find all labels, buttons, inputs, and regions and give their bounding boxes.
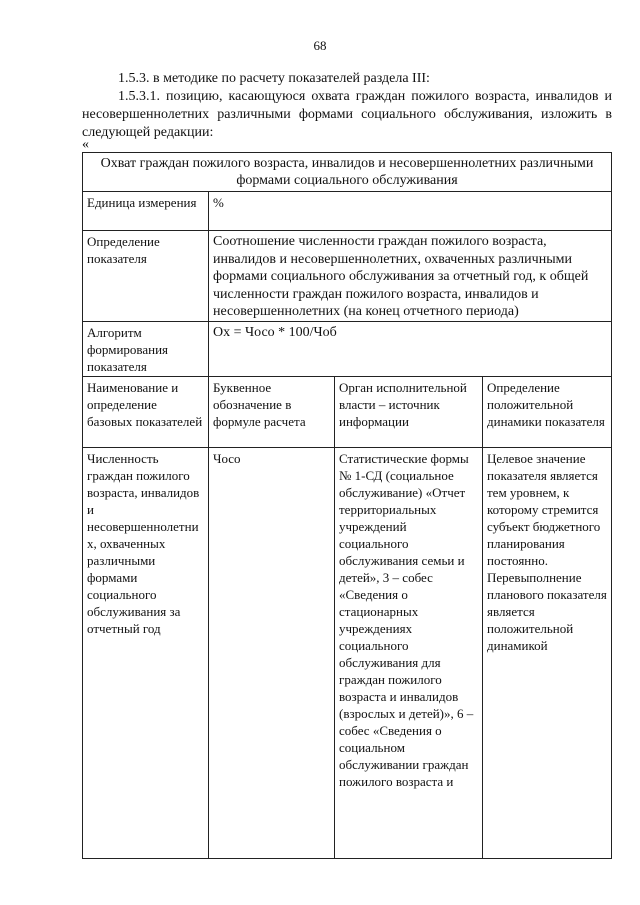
algorithm-label: Алгоритм формирования показателя [83,322,209,377]
algorithm-value: Ох = Чосо * 100/Чоб [209,322,612,377]
header-dynamics: Определение положительной динамики показателя [483,377,612,448]
algorithm-row [83,322,612,377]
header-row [83,377,612,448]
definition-value: Соотношение численности граждан пожилого возраста, инвалидов и несовершеннолетних, охваченных различными формами социального обслуживания за отчетный год, к общей численности граждан пожилого возраста, инвалидов и несовершеннолетних (на конец отчетного периода) [209,231,612,322]
intro-line-2: 1.5.3.1. позицию, касающуюся охвата граждан пожилого возраста, инвалидов и несовершеннолетних различными формами социального обслуживания, изложить в следующей редакции: [82,89,612,140]
definition-label: Определение показателя [83,231,209,322]
unit-row [83,192,612,231]
title-row [83,153,612,192]
unit-value: % [209,192,612,231]
intro-text [82,70,612,142]
indicator-table [82,152,612,859]
intro-line-1: 1.5.3. в методике по расчету показателей раздела III: [118,71,430,86]
row-dynamics: Целевое значение показателя является тем уровнем, к которому стремится субъект бюджетного планирования постоянно. Перевыполнение планового показателя является положительной динамикой [483,448,612,859]
header-symbol: Буквенное обозначение в формуле расчета [209,377,335,448]
row-symbol: Чосо [209,448,335,859]
definition-row [83,231,612,322]
table-title: Охват граждан пожилого возраста, инвалидов и несовершеннолетних различными формами социального обслуживания [83,153,612,192]
header-name: Наименование и определение базовых показателей [83,377,209,448]
row-source: Статистические формы № 1-СД (социальное обслуживание) «Отчет территориальных учреждений социального обслуживания семьи и детей», 3 – собес «Сведения о стационарных учреждениях социального обслуживания для граждан пожилого возраста и инвалидов (взрослых и детей)», 6 – собес «Сведения о социальном обслуживании граждан пожилого возраста и [335,448,483,859]
table-row [83,448,612,859]
header-source: Орган исполнительной власти – источник информации [335,377,483,448]
opening-quote: « [82,137,89,152]
page-number: 68 [313,38,327,53]
unit-label: Единица измерения [83,192,209,231]
row-name: Численность граждан пожилого возраста, инвалидов и несовершеннолетних, охваченных различными формами социального обслуживания за отчетный год [83,448,209,859]
